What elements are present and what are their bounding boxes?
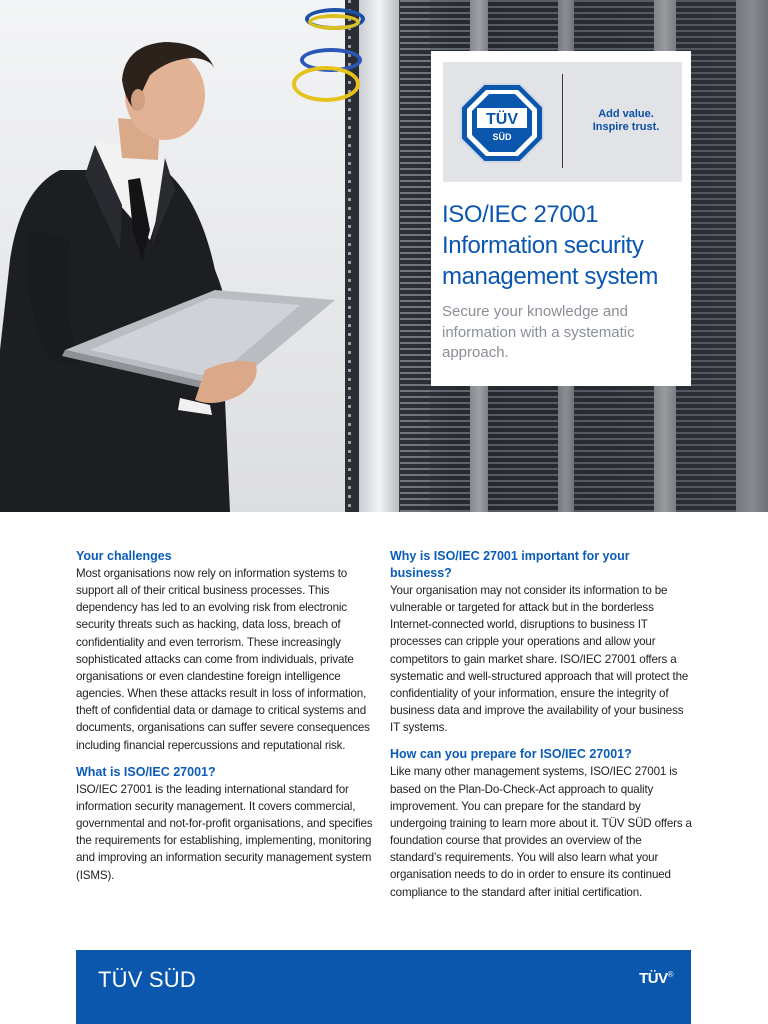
left-column bbox=[76, 548, 379, 884]
server-rack bbox=[736, 0, 768, 512]
footer-bar bbox=[76, 950, 691, 1024]
footer-brand: TÜV SÜD bbox=[98, 967, 196, 992]
tagline bbox=[578, 108, 674, 134]
challenges-heading: Your challenges bbox=[76, 549, 172, 563]
businessman-with-laptop bbox=[0, 0, 345, 512]
right-column bbox=[390, 548, 693, 901]
registered-mark: ® bbox=[667, 970, 673, 979]
footer-logo bbox=[639, 970, 673, 987]
title-line-1: ISO/IEC 27001 bbox=[442, 201, 599, 228]
prepare-heading: How can you prepare for ISO/IEC 27001? bbox=[390, 747, 632, 762]
page-title bbox=[442, 199, 687, 292]
page-subtitle: Secure your knowledge and information with a systematic approach. bbox=[442, 303, 635, 361]
title-line-2: Information security bbox=[442, 232, 644, 259]
footer-logo-text: TÜV bbox=[639, 970, 668, 987]
what-is-heading: What is ISO/IEC 27001? bbox=[76, 764, 216, 779]
tagline-line-1: Add value. bbox=[598, 108, 654, 120]
logo-brand-bottom: SÜD bbox=[492, 132, 512, 142]
why-important-heading: Why is ISO/IEC 27001 important for your business? bbox=[390, 549, 630, 580]
logo-divider bbox=[562, 74, 563, 168]
prepare-body: Like many other management systems, ISO/IEC 27001 is based on the Plan-Do-Check-Act approach to quality improvement. You can prepare for the standard by undergoing training to learn more about it. TÜV SÜD offers a foundation course that provides an overview of the standard’s requirements. You will also learn what your organisation needs to do in order to ensure its continued compliance to the standard after initial certification. bbox=[390, 765, 692, 899]
what-is-body: ISO/IEC 27001 is the leading international standard for information security management. It covers commercial, governmental and not-for-profit organisations, and specifies the requirements for establishing, implementing, monitoring and improving an information security management system (ISMS). bbox=[76, 782, 373, 882]
title-line-3: management system bbox=[442, 263, 658, 290]
tuv-sud-logo-icon bbox=[459, 82, 545, 164]
challenges-body: Most organisations now rely on information systems to support all of their critical business processes. This dependency has led to an evolving risk from electronic security threats such as hacking, data loss, breach of confidentiality and even terrorism. These increasingly sophisticated attacks can come from individuals, private organisations or even clandestine foreign intelligence agencies. When these attacks result in loss of information, theft of confidential data or damage to critical systems and documents, organisations can suffer severe consequences including financial repercussions and reputational risk. bbox=[76, 567, 370, 752]
server-rack bbox=[400, 0, 430, 512]
logo-brand-top: TÜV bbox=[486, 111, 518, 128]
server-rack bbox=[359, 0, 399, 512]
tagline-line-2: Inspire trust. bbox=[592, 121, 660, 133]
why-important-body: Your organisation may not consider its information to be vulnerable or targeted for attack but in the borderless Internet-connected world, disruptions to business IT processes can cripple your operations and allow your competitors to gain market share. ISO/IEC 27001 offers a systematic and well-structured approach that will protect the confidentiality of your information, ensure the integrity of business data and improve the availability of your business IT systems. bbox=[390, 584, 689, 735]
